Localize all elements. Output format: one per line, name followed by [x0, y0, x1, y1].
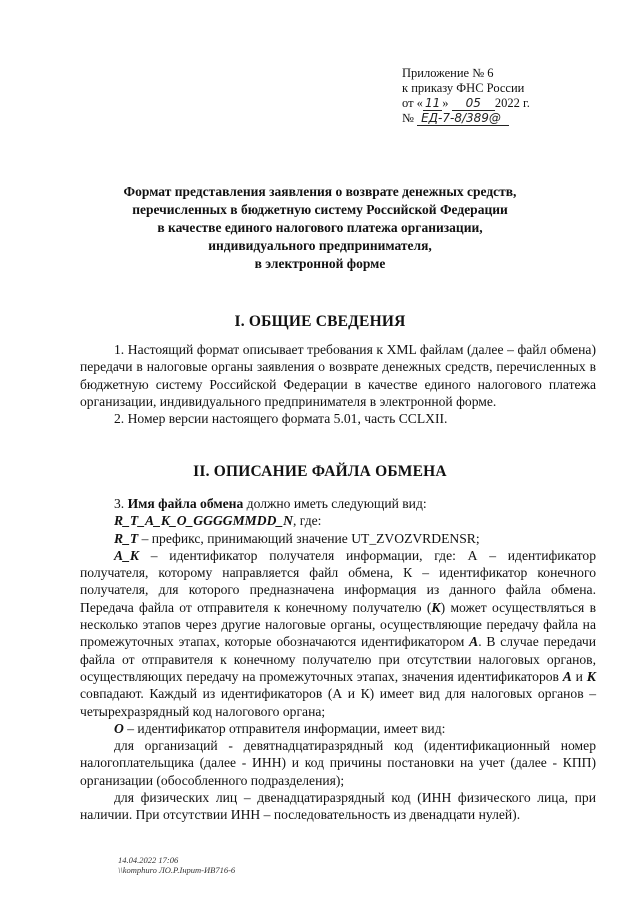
date-suffix: 2022 г. — [494, 96, 530, 110]
p3-rest: должно иметь следующий вид: — [243, 496, 427, 511]
appendix-block — [402, 66, 530, 126]
paragraph-2: 2. Номер версии настоящего формата 5.01, часть CCLXII. — [114, 411, 448, 427]
ak-text-1: – идентификатор получателя информации, где: А – идентификатор получателя, которому направляется файл обмена, К – идентификатор конечного получателя, для которого предназначена информация из данного файла обмена. Передача файла от отправителя к конечному получателю ( — [80, 547, 596, 615]
ak-a-2: А — [562, 668, 572, 684]
organizations-code: для организаций - девятнадцатиразрядный код (идентификационный номер налогоплательщика (далее - ИНН) и код причины постановки на учет (далее - КПП) организации (обособленного подразделения); — [80, 738, 596, 788]
paragraph-3 — [80, 495, 596, 512]
paragraph-1: 1. Настоящий формат описывает требования к XML файлам (далее – файл обмена) передачи в налоговые органы заявления о возврате денежных средств, перечисленных в бюджетную систему Российской Федерации в качестве единого налогового платежа организации, индивидуального предпринимателя в электронной форме. — [80, 342, 596, 409]
title-line-2: перечисленных в бюджетную систему Российской Федерации — [132, 202, 508, 217]
title-line-1: Формат представления заявления о возврате денежных средств, — [123, 184, 517, 199]
filename-pattern-line — [80, 512, 596, 529]
section-1-heading: I. ОБЩИЕ СВЕДЕНИЯ — [234, 313, 406, 330]
section-1-body — [80, 341, 596, 427]
o-term: О — [114, 720, 124, 736]
number-prefix: № — [402, 111, 414, 125]
title-line-3: в качестве единого налогового платежа организации, — [157, 220, 483, 235]
ak-text-3: . В случае передачи файла от отправителя к конечному получателю при отсутствии налоговых органов, осуществляющих передачу на промежуточных этапах, значения идентификаторов — [80, 634, 596, 684]
print-footer — [118, 855, 235, 875]
date-day: 11 — [424, 96, 441, 110]
section-2-heading: II. ОПИСАНИЕ ФАЙЛА ОБМЕНА — [193, 463, 447, 480]
ak-text-2: ) может осуществляться в несколько этапов через другие налоговые органы, осуществляющие передачу файла на промежуточных этапах, которые обозначаются идентификатором — [80, 599, 596, 650]
ak-definition — [80, 547, 596, 720]
section-2-body — [80, 495, 596, 824]
appendix-line-1: Приложение № 6 — [402, 66, 494, 80]
rt-term: R_T — [114, 530, 139, 546]
appendix-line-2: к приказу ФНС России — [402, 81, 525, 95]
appendix-number — [402, 111, 530, 126]
order-number-handwritten: ЕД-7-8/389@ — [417, 111, 509, 126]
rt-definition — [80, 530, 596, 547]
filename-suffix: , где: — [293, 513, 322, 529]
footer-timestamp: 14.04.2022 17:06 — [118, 855, 179, 865]
title-line-4: индивидуального предпринимателя, — [208, 238, 432, 253]
appendix-date — [402, 96, 530, 111]
footer-path: \\komphuro ЛО.Р.Інрит-ИВ716-6 — [118, 865, 236, 875]
filename-pattern: R_T_A_K_O_GGGGMMDD_N — [114, 513, 293, 529]
ak-term: A_K — [114, 547, 139, 563]
ak-and: и — [571, 668, 587, 684]
individuals-code: для физических лиц – двенадцатиразрядный код (ИНН физического лица, при наличии. При отсутствии ИНН – последовательность из двенадцати нулей). — [80, 790, 596, 823]
date-mid: » — [442, 96, 449, 110]
o-text: – идентификатор отправителя информации, имеет вид: — [123, 720, 446, 736]
p3-bold-term: Имя файла обмена — [127, 496, 244, 511]
o-definition — [80, 720, 596, 737]
date-month: 05 — [452, 96, 495, 111]
rt-text: – префикс, принимающий значение UT_ZVOZVRDENSR; — [138, 530, 480, 546]
ak-k-2: К — [586, 668, 597, 684]
document-title — [80, 183, 560, 273]
date-prefix: от « — [402, 96, 423, 110]
title-line-5: в электронной форме — [254, 256, 386, 271]
ak-k-1: К — [431, 599, 441, 615]
p3-number: 3. — [114, 496, 128, 511]
ak-a-1: А — [469, 634, 479, 650]
ak-text-4: совпадают. Каждый из идентификаторов (А и К) имеет вид для налоговых органов – четырехразрядный код налогового органа; — [80, 686, 596, 719]
